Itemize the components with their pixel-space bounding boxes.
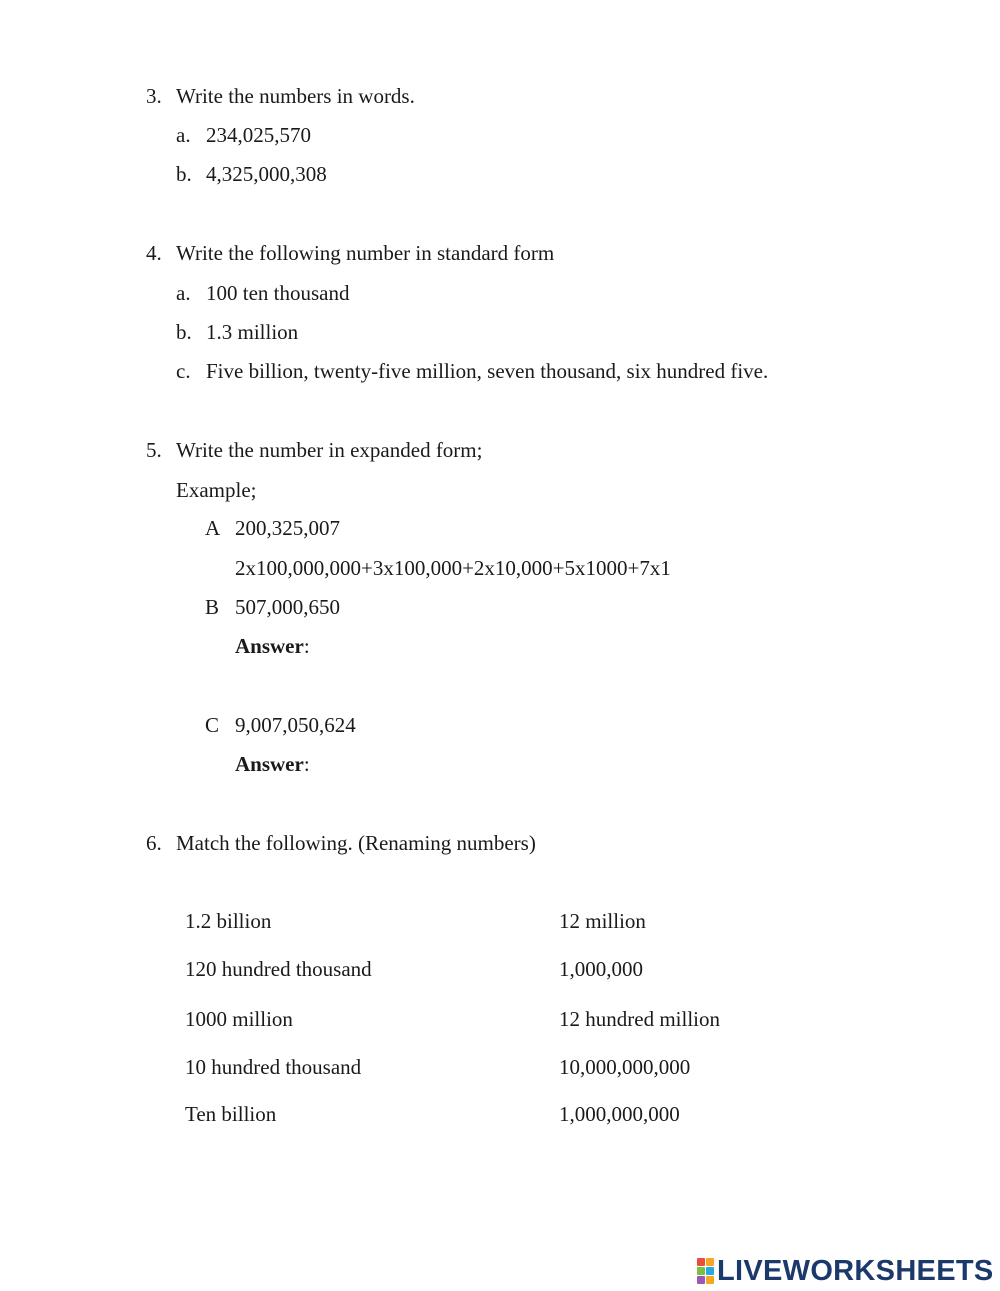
q3-text: Write the numbers in words. (176, 84, 415, 108)
q5-item-b-label: B (205, 595, 220, 619)
q5-item-b-answer (235, 634, 310, 658)
q4-item-b-label: b. (176, 320, 192, 344)
q5-item-b-text: 507,000,650 (235, 595, 340, 619)
q6-text: Match the following. (Renaming numbers) (176, 831, 536, 855)
q4-number: 4. (146, 241, 162, 265)
logo-mark-square (697, 1276, 705, 1284)
q5-item-c-label: C (205, 713, 220, 737)
q6-right-item: 1,000,000,000 (559, 1102, 680, 1126)
q5-number: 5. (146, 438, 162, 462)
logo-mark-icon (697, 1258, 714, 1284)
q4-item-a-text: 100 ten thousand (206, 281, 350, 305)
q6-left-item: 10 hundred thousand (185, 1055, 362, 1079)
q4-item-c-text: Five billion, twenty-five million, seven thousand, six hundred five. (206, 359, 769, 383)
q5-item-a-detail: 2x100,000,000+3x100,000+2x10,000+5x1000+7x1 (235, 556, 671, 580)
logo-mark-square (697, 1267, 705, 1275)
q6-right-item: 12 hundred million (559, 1007, 720, 1031)
q6-number: 6. (146, 831, 162, 855)
q3-item-b-text: 4,325,000,308 (206, 162, 327, 186)
q3-number: 3. (146, 84, 162, 108)
q3-item-a-text: 234,025,570 (206, 123, 311, 147)
q6-left-item: 120 hundred thousand (185, 957, 372, 981)
q5-item-c-answer (235, 752, 310, 776)
q6-left-item: 1000 million (185, 1007, 293, 1031)
q4-item-b-text: 1.3 million (206, 320, 299, 344)
q5-item-a-label: A (205, 516, 221, 540)
q5-item-c-answer-label: Answer (235, 752, 304, 776)
q5-example-label: Example; (176, 478, 257, 502)
q4-text: Write the following number in standard form (176, 241, 555, 265)
q6-right-item: 10,000,000,000 (559, 1055, 691, 1079)
logo-mark-square (706, 1258, 714, 1266)
q5-item-c-text: 9,007,050,624 (235, 713, 356, 737)
q5-item-c-answer-colon: : (303, 752, 310, 776)
q5-item-b-answer-colon: : (303, 634, 310, 658)
q3-item-b-label: b. (176, 162, 192, 186)
liveworksheets-logo (697, 1257, 994, 1285)
q6-left-item: Ten billion (185, 1102, 277, 1126)
q4-item-a-label: a. (176, 281, 191, 305)
q4-item-c-label: c. (176, 359, 191, 383)
q3-item-a-label: a. (176, 123, 191, 147)
q6-right-item: 1,000,000 (559, 957, 643, 981)
q6-right-item: 12 million (559, 909, 646, 933)
q5-item-a-text: 200,325,007 (235, 516, 340, 540)
logo-mark-square (697, 1258, 705, 1266)
logo-wordmark: LIVEWORKSHEETS (717, 1255, 994, 1287)
logo-mark-square (706, 1276, 714, 1284)
logo-mark-square (706, 1267, 714, 1275)
q5-text: Write the number in expanded form; (176, 438, 483, 462)
q5-item-b-answer-label: Answer (235, 634, 304, 658)
q6-left-item: 1.2 billion (185, 909, 272, 933)
